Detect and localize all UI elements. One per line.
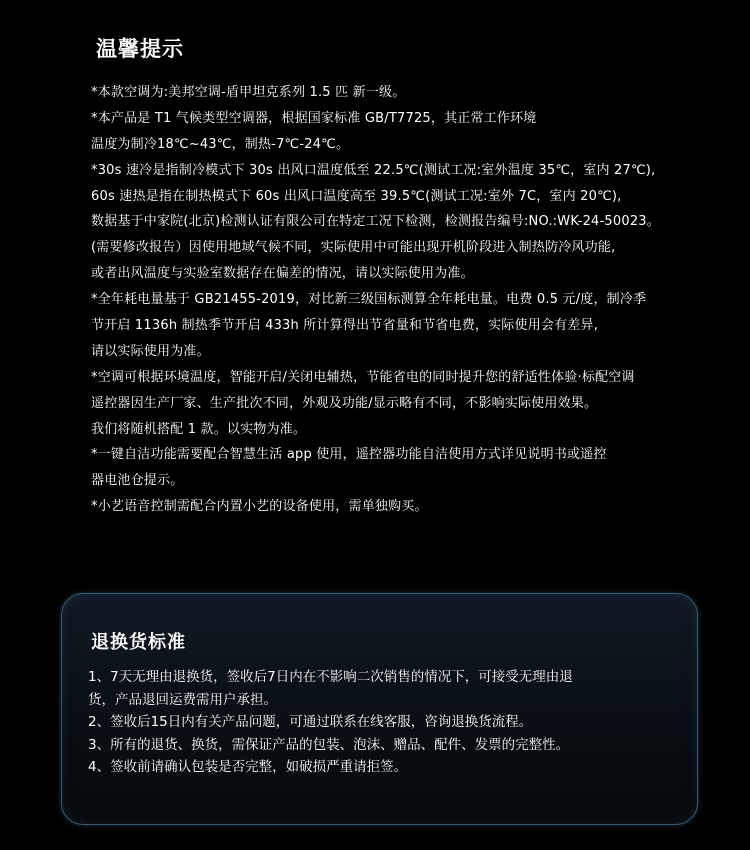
tips-line: *空调可根据环境温度，智能开启/关闭电辅热，节能省电的同时提升您的舒适性体验·标配空调 (91, 369, 635, 385)
returns-line: 4、签收前请确认包装是否完整，如破损严重请拒签。 (88, 759, 408, 775)
tips-line: *30s 速冷是指制冷模式下 30s 出风口温度低至 22.5℃(测试工况:室外温度 35℃，室内 27℃), (91, 162, 656, 178)
tips-line: 60s 速热是指在制热模式下 60s 出风口温度高至 39.5℃(测试工况:室外 7C，室内 20℃), (91, 188, 622, 204)
returns-line: 3、所有的退货、换货，需保证产品的包装、泡沫、赠品、配件、发票的完整性。 (88, 736, 570, 753)
returns-line: 2、签收后15日内有关产品问题，可通过联系在线客服，咨询退换货流程。 (88, 714, 533, 730)
tips-line: 我们将随机搭配 1 款。以实物为准。 (91, 421, 307, 437)
returns-card (61, 593, 698, 825)
tips-line: 器电池仓提示。 (91, 473, 184, 489)
tips-line: 温度为制冷18℃~43℃，制热-7℃-24℃。 (91, 136, 350, 152)
returns-line: 1、7天无理由退换货，签收后7日内在不影响二次销售的情况下，可接受无理由退 (88, 669, 573, 685)
tips-line: 或者出风温度与实验室数据存在偏差的情况，请以实际使用为准。 (91, 266, 474, 282)
tips-line: *全年耗电量基于 GB21455-2019，对比新三级国标测算全年耗电量。电费 0.5 元/度，制冷季 (91, 292, 647, 308)
tips-line: 遥控器因生产厂家、生产批次不同，外观及功能/显示略有不同，不影响实际使用效果。 (91, 395, 598, 411)
tips-line: *一键自洁功能需要配合智慧生活 app 使用，遥控器功能自洁使用方式详见说明书或遥控 (91, 447, 607, 463)
tips-title: 温馨提示 (96, 37, 184, 61)
returns-line: 货，产品退回运费需用户承担。 (88, 691, 277, 708)
tips-line: 请以实际使用为准。 (91, 343, 210, 359)
tips-line: *本款空调为:美邦空调-盾甲坦克系列 1.5 匹 新一级。 (91, 85, 406, 100)
tips-line: *小艺语音控制需配合内置小艺的设备使用，需单独购买。 (91, 499, 428, 515)
returns-text (88, 666, 688, 779)
tips-text (91, 80, 741, 520)
tips-line: 数据基于中家院(北京)检测认证有限公司在特定工况下检测，检测报告编号:NO.:WK-24-50023。 (91, 214, 660, 230)
returns-title: 退换货标准 (91, 632, 186, 653)
tips-line: (需要修改报告）因使用地域气候不同，实际使用中可能出现开机阶段进入制热防冷风功能, (91, 240, 616, 256)
tips-line: 节开启 1136h 制热季节开启 433h 所计算得出节省量和节省电费，实际使用会有差异, (91, 318, 599, 334)
tips-line: *本产品是 T1 气候类型空调器，根据国家标准 GB/T7725，其正常工作环境 (91, 110, 537, 126)
